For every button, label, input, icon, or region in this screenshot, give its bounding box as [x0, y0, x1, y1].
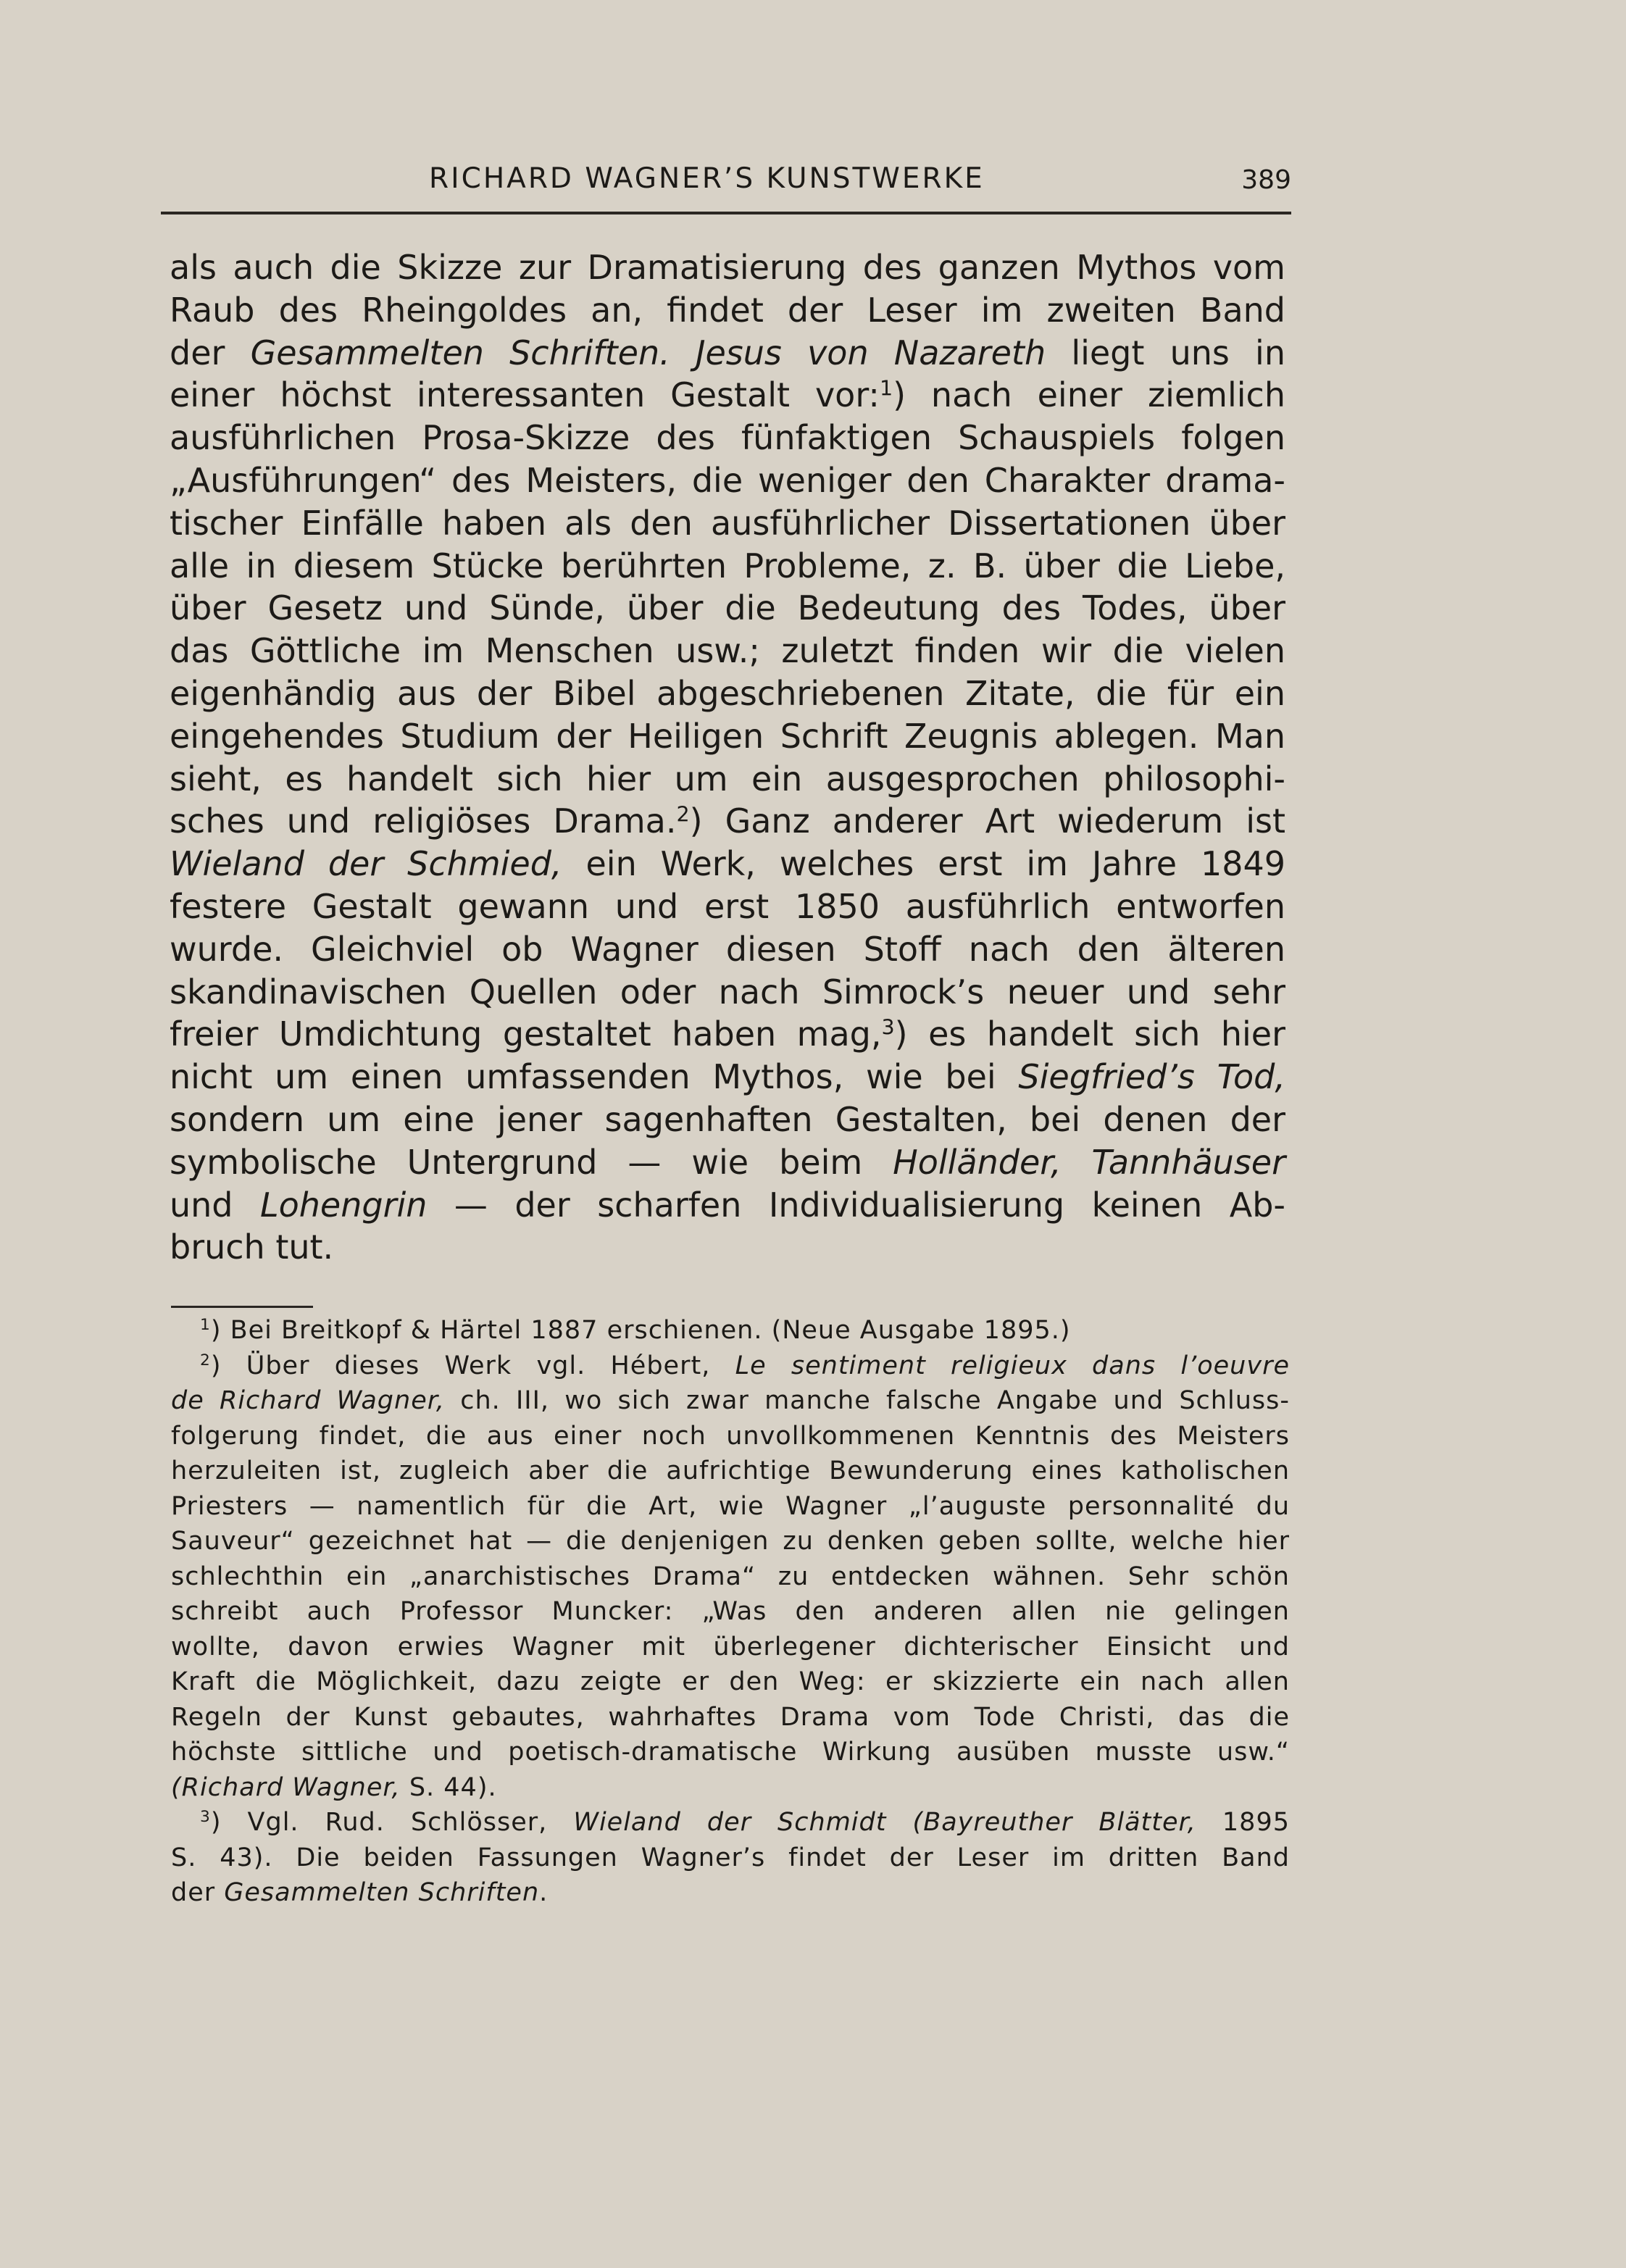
text-line: „Ausführungen“ des Meisters, die weniger den Charakter drama-	[170, 460, 1285, 500]
footnote-line: wollte, davon erwies Wagner mit überlegener dichterischer Einsicht und	[171, 1632, 1290, 1662]
footnote-line: schreibt auch Professor Muncker: „Was den anderen allen nie gelingen	[171, 1597, 1290, 1626]
footnote-line: $^2$) Über dieses Werk vgl. Hébert, Le sentiment religieux dans l’oeuvre	[200, 1351, 1291, 1380]
text-line: der Gesammelten Schriften. Jesus von Nazareth liegt uns in	[170, 333, 1285, 372]
footnote-line: $^3$) Vgl. Rud. Schlösser, Wieland der Schmidt (Bayreuther Blätter, 1895	[200, 1808, 1290, 1837]
text-line: Raub des Rheingoldes an, findet der Leser im zweiten Band	[170, 290, 1285, 330]
text-line: nicht um einen umfassenden Mythos, wie bei Siegfried’s Tod,	[170, 1057, 1285, 1097]
text-line: tischer Einfälle haben als den ausführlicher Dissertationen über	[170, 503, 1285, 543]
text-line: bruch tut.	[170, 1227, 334, 1267]
footnote-line: höchste sittliche und poetisch-dramatische Wirkung ausüben musste usw.“	[171, 1738, 1290, 1767]
text-line: über Gesetz und Sünde, über die Bedeutung des Todes, über	[170, 588, 1285, 628]
text-line: sondern um eine jener sagenhaften Gestalten, bei denen der	[170, 1099, 1285, 1139]
running-head	[161, 157, 1291, 207]
footnote-ref: 1	[879, 376, 893, 401]
header-rule	[161, 212, 1291, 214]
footnote-line: Priesters — namentlich für die Art, wie Wagner „l’auguste personnalité du	[171, 1491, 1290, 1521]
text-line: ausführlichen Prosa-Skizze des fünfaktigen Schauspiels folgen	[170, 418, 1285, 458]
text-line: wurde. Gleichviel ob Wagner diesen Stoff nach den älteren	[170, 929, 1285, 969]
main-text	[170, 246, 1285, 1269]
text-line: freier Umdichtung gestaltet haben mag,$^3$) es handelt sich hier	[170, 1014, 1285, 1054]
text-line: eigenhändig aus der Bibel abgeschriebenen Zitate, die für ein	[170, 673, 1285, 713]
text-line: sches und religiöses Drama.$^2$) Ganz anderer Art wiederum ist	[170, 801, 1285, 841]
text-line: eingehendes Studium der Heiligen Schrift Zeugnis ablegen. Man	[170, 716, 1285, 756]
text-line: als auch die Skizze zur Dramatisierung des ganzen Mythos vom	[170, 248, 1285, 287]
text-line: das Göttliche im Menschen usw.; zuletzt finden wir die vielen	[170, 631, 1285, 671]
footnote-line: schlechthin ein „anarchistisches Drama“ zu entdecken wähnen. Sehr schön	[171, 1562, 1290, 1591]
text-line: sieht, es handelt sich hier um ein ausgesprochen philosophi-	[170, 759, 1285, 799]
footnote-line: der Gesammelten Schriften.	[171, 1878, 549, 1907]
running-head-title: RICHARD WAGNER’S KUNSTWERKE	[429, 162, 985, 195]
text-line: Wieland der Schmied, ein Werk, welches erst im Jahre 1849	[170, 844, 1286, 884]
footnote-ref: 3	[881, 1015, 895, 1040]
text-line: festere Gestalt gewann und erst 1850 ausführlich entworfen	[170, 886, 1285, 926]
footnote-line: herzuleiten ist, zugleich aber die aufrichtige Bewunderung eines katholischen	[171, 1456, 1290, 1485]
text-line: symbolische Untergrund — wie beim Holländer, Tannhäuser	[170, 1142, 1285, 1182]
footnote-ref: 2	[676, 802, 690, 827]
footnotes	[171, 1313, 1290, 1911]
text-line: und Lohengrin — der scharfen Individualisierung keinen Ab-	[170, 1185, 1285, 1225]
footnote-line: Sauveur“ gezeichnet hat — die denjenigen zu denken geben sollte, welche hier	[171, 1527, 1290, 1556]
footnote-line: Regeln der Kunst gebautes, wahrhaftes Drama vom Tode Christi, das die	[171, 1702, 1290, 1732]
footnote-line: (Richard Wagner, S. 44).	[171, 1772, 497, 1802]
footnote-line: Kraft die Möglichkeit, dazu zeigte er den Weg: er skizzierte ein nach allen	[171, 1667, 1290, 1696]
text-line: skandinavischen Quellen oder nach Simrock’s neuer und sehr	[170, 972, 1285, 1012]
footnote-line: $^1$) Bei Breitkopf & Härtel 1887 erschienen. (Neue Ausgabe 1895.)	[200, 1316, 1071, 1345]
footnote-line: de Richard Wagner, ch. III, wo sich zwar manche falsche Angabe und Schluss-	[171, 1386, 1290, 1415]
text-line: alle in diesem Stücke berührten Probleme, z. B. über die Liebe,	[170, 546, 1285, 585]
text-line: einer höchst interessanten Gestalt vor:$^1$) nach einer ziemlich	[170, 375, 1286, 415]
footnote-line: S. 43). Die beiden Fassungen Wagner’s findet der Leser im dritten Band	[171, 1843, 1290, 1872]
page-number: 389	[1241, 165, 1291, 195]
footnote-separator	[171, 1306, 313, 1308]
footnote-line: folgerung findet, die aus einer noch unvollkommenen Kenntnis des Meisters	[171, 1421, 1290, 1451]
